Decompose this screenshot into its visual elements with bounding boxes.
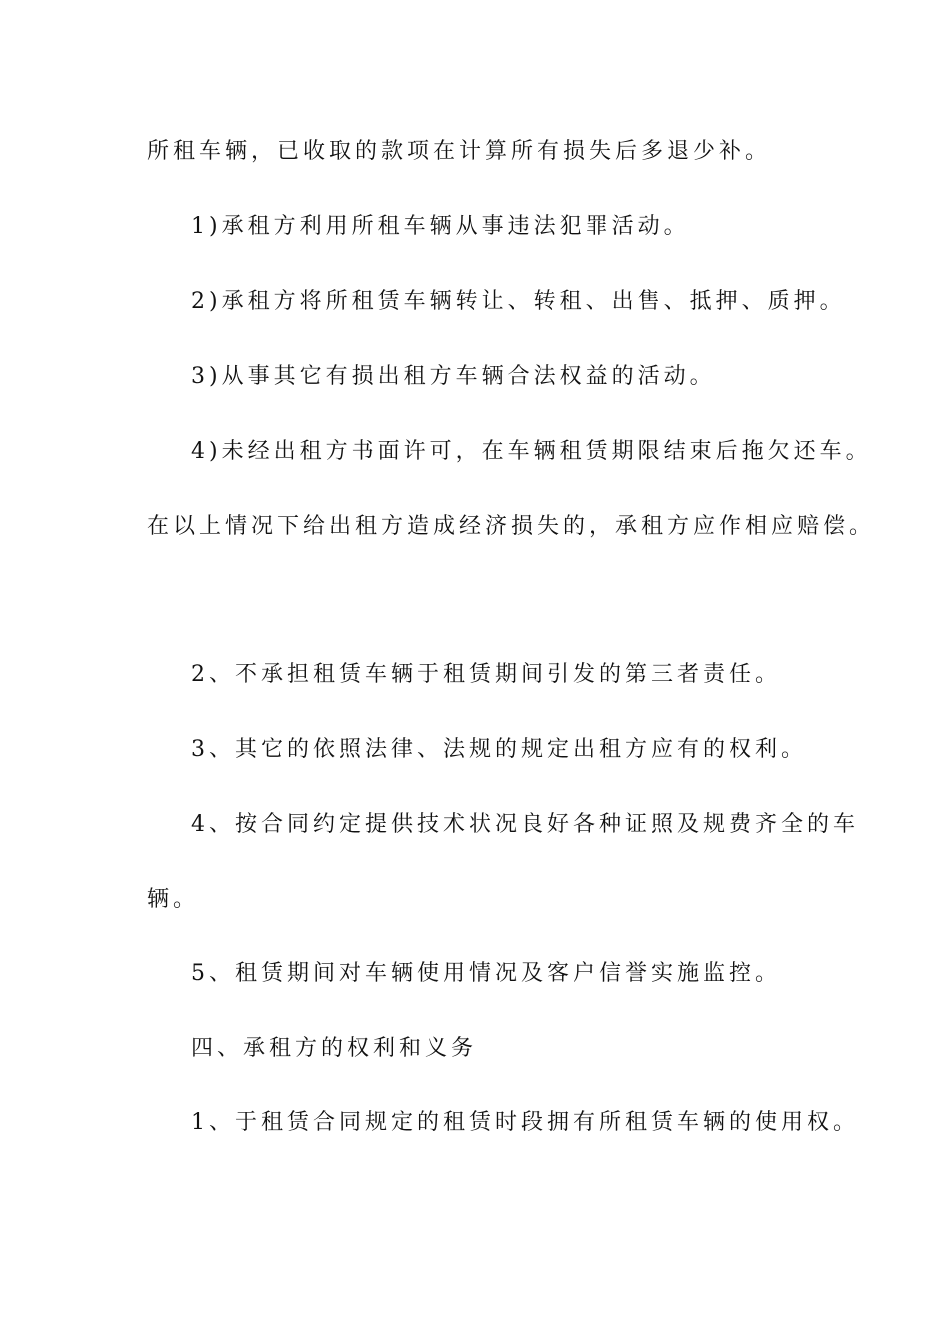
list-item: 3、其它的依照法律、法规的规定出租方应有的权利。 — [191, 737, 807, 762]
list-item: 2)承租方将所租赁车辆转让、转租、出售、抵押、质押。 — [191, 289, 846, 314]
paragraph-line: 在以上情况下给出租方造成经济损失的，承租方应作相应赔偿。 — [147, 514, 876, 539]
list-item: 4)未经出租方书面许可，在车辆租赁期限结束后拖欠还车。 — [191, 439, 872, 464]
list-item: 1、于租赁合同规定的租赁时段拥有所租赁车辆的使用权。 — [191, 1110, 859, 1135]
list-item: 2、不承担租赁车辆于租赁期间引发的第三者责任。 — [191, 662, 781, 687]
list-item: 5、租赁期间对车辆使用情况及客户信誉实施监控。 — [191, 961, 781, 986]
paragraph-line: 所租车辆，已收取的款项在计算所有损失后多退少补。 — [147, 139, 772, 164]
paragraph-line: 辆。 — [147, 887, 200, 912]
list-item: 1)承租方利用所租车辆从事违法犯罪活动。 — [191, 214, 690, 239]
section-heading: 四、承租方的权利和义务 — [191, 1036, 478, 1061]
list-item: 3)从事其它有损出租方车辆合法权益的活动。 — [191, 364, 716, 389]
list-item: 4、按合同约定提供技术状况良好各种证照及规费齐全的车 — [191, 812, 859, 837]
